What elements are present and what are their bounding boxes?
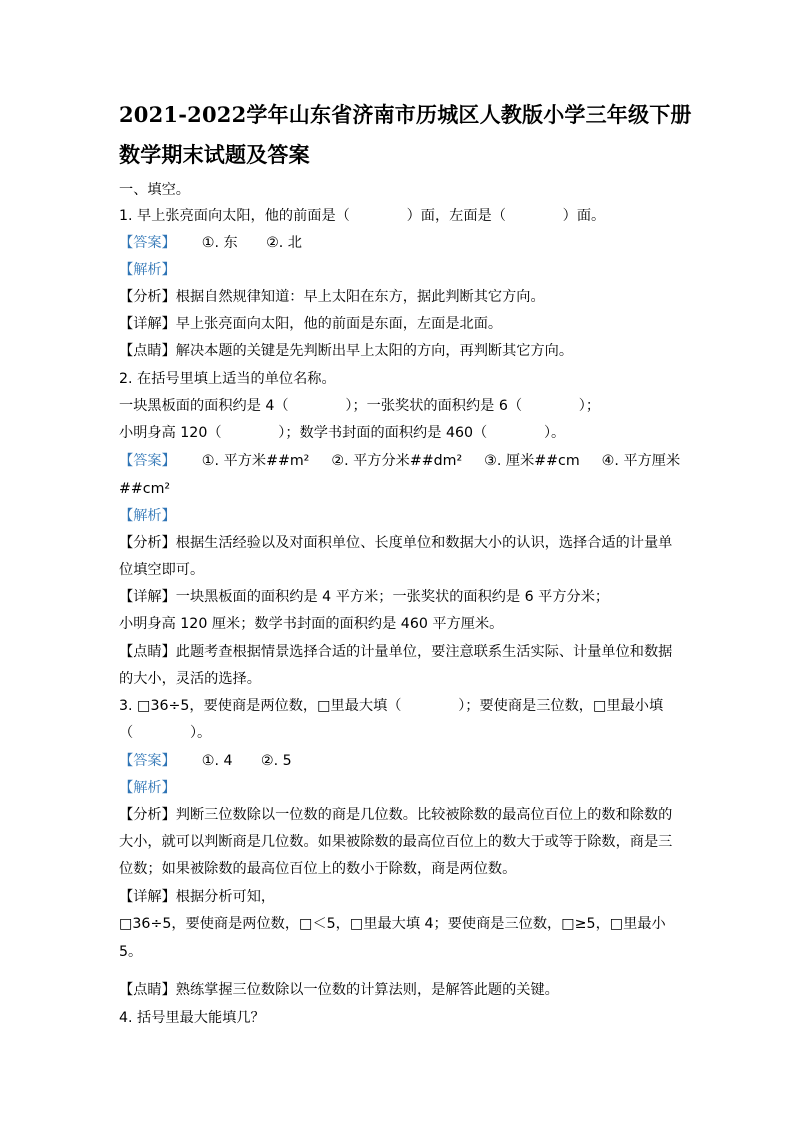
document-title-line-2: 数学期末试题及答案 [119,142,310,167]
fenxi-tag: 【分析】 [119,807,176,823]
q1-comment [119,342,573,360]
answer-tag: 【答案】 [119,235,176,251]
q3-answer [119,752,292,770]
xiangjie-tag: 【详解】 [119,889,176,905]
answer-text: ①. 东 ②. 北 [201,235,302,251]
q3-detail-0 [119,888,275,906]
section-heading: 一、填空。 [119,182,190,198]
q3-detail-1: □36÷5，要使商是两位数，□＜5，□里最大填 4；要使商是三位数，□≥5，□里最小 [119,916,666,932]
q3-analysis-tag: 【解析】 [119,780,176,796]
dianjing-text: 解决本题的关键是先判断出早上太阳的方向，再判断其它方向。 [175,343,574,359]
q3-analysis-3: 位数；如果被除数的最高位百位上的数小于除数，商是两位数。 [119,861,517,877]
answer-tag: 【答案】 [119,453,176,469]
q2-answer [119,452,680,470]
q3-analysis-2: 大小，就可以判断商是几位数。如果被除数的最高位百位上的数大于或等于除数，商是三 [119,834,673,850]
dianjing-tag: 【点睛】 [119,982,176,998]
fenxi-text: 判断三位数除以一位数的商是几位数。比较被除数的最高位百位上的数和除数的 [175,807,673,823]
xiangjie-text: 一块黑板面的面积约是 4 平方米；一张奖状的面积约是 6 平方分米； [175,589,610,605]
question-4: 4. 括号里最大能填几？ [119,1010,265,1026]
fenxi-text: 根据生活经验以及对面积单位、长度单位和数据大小的认识，选择合适的计量单 [175,535,673,551]
q2-comment-2: 的大小，灵活的选择。 [119,671,261,687]
q2-detail-1 [119,588,609,606]
q1-analysis [119,288,545,306]
q2-analysis-tag: 【解析】 [119,508,176,524]
fenxi-text: 根据自然规律知道：早上太阳在东方，据此判断其它方向。 [175,289,545,305]
dianjing-text: 熟练掌握三位数除以一位数的计算法则，是解答此题的关键。 [175,982,559,998]
q2-answer-continued: ##cm² [119,481,171,497]
xiangjie-text: 根据分析可知， [175,889,276,905]
document-title-line-1: 2021-2022学年山东省济南市历城区人教版小学三年级下册 [119,102,692,127]
q3-detail-2: 5。 [119,944,143,960]
q3-analysis-1 [119,806,672,824]
question-3-line-1: 3. □36÷5，要使商是两位数，□里最大填（ ）；要使商是三位数，□里最小填 [119,698,664,714]
answer-c: ③. 厘米##cm [484,453,580,469]
q2-analysis-1 [119,534,672,552]
answer-text: ①. 4 ②. 5 [201,753,292,769]
xiangjie-tag: 【详解】 [119,589,176,605]
answer-b: ②. 平方分米##dm² [331,453,463,469]
question-2: 2. 在括号里填上适当的单位名称。 [119,371,336,387]
xiangjie-text: 早上张亮面向太阳，他的前面是东面，左面是北面。 [175,316,503,332]
answer-d: ④. 平方厘米 [601,453,681,469]
question-2-line-1: 一块黑板面的面积约是 4（ ）；一张奖状的面积约是 6（ ）； [119,398,601,414]
q2-comment-1 [119,643,672,661]
q2-detail-2: 小明身高 120 厘米；数学书封面的面积约是 460 平方厘米。 [119,616,504,632]
dianjing-tag: 【点睛】 [119,343,176,359]
xiangjie-tag: 【详解】 [119,316,176,332]
q1-analysis-tag: 【解析】 [119,262,176,278]
q3-comment [119,981,559,999]
question-1: 1. 早上张亮面向太阳，他的前面是（ ）面，左面是（ ）面。 [119,208,606,224]
dianjing-text: 此题考查根据情景选择合适的计量单位，要注意联系生活实际、计量单位和数据 [175,644,673,660]
question-3-line-2: （ ）。 [119,725,212,741]
fenxi-tag: 【分析】 [119,289,176,305]
q1-detail [119,315,502,333]
q1-answer [119,234,302,252]
answer-tag: 【答案】 [119,753,176,769]
q2-analysis-2: 位填空即可。 [119,562,205,578]
dianjing-tag: 【点睛】 [119,644,176,660]
answer-a: ①. 平方米##m² [201,453,310,469]
fenxi-tag: 【分析】 [119,535,176,551]
question-2-line-2: 小明身高 120（ ）；数学书封面的面积约是 460（ ）。 [119,425,566,441]
